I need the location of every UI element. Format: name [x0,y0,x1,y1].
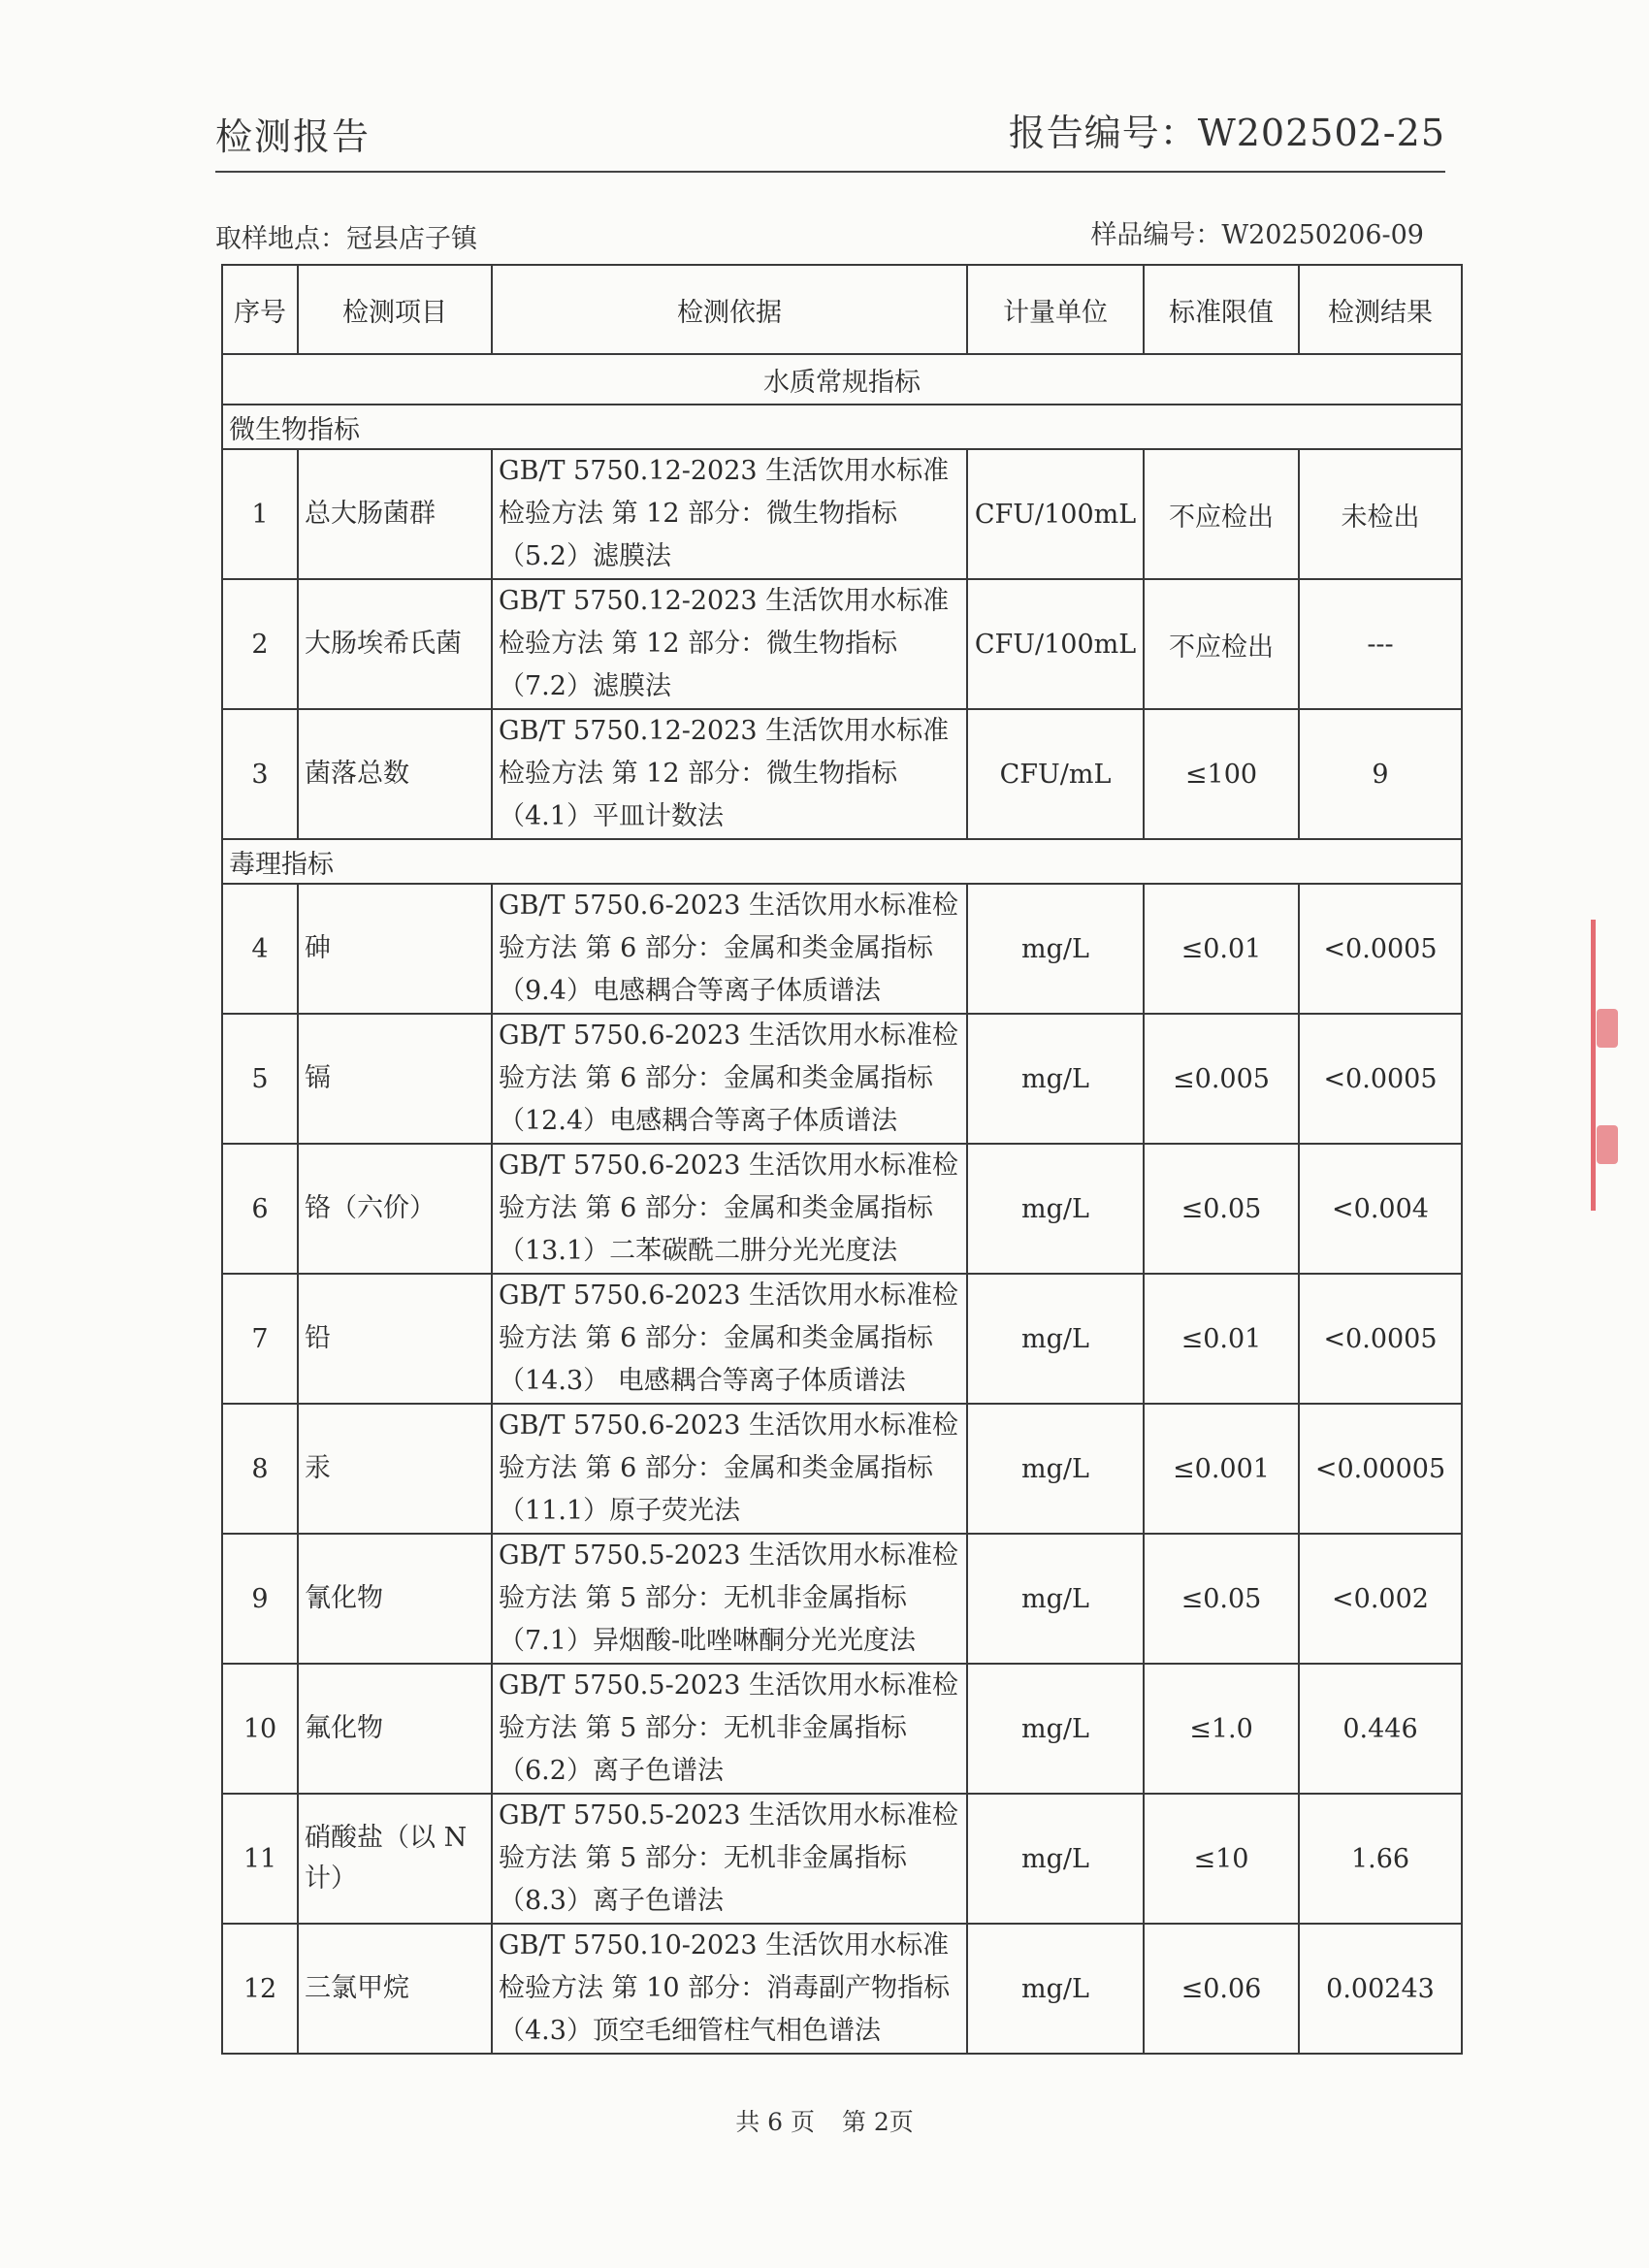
results-table [221,264,1463,2055]
test-result: <0.0005 [1299,1274,1462,1404]
table-row [222,1274,1462,1404]
test-method: GB/T 5750.5-2023 生活饮用水标准检验方法 第 5 部分：无机非金属指标（6.2）离子色谱法 [492,1664,967,1794]
row-sequence: 12 [222,1924,298,2054]
test-method: GB/T 5750.6-2023 生活饮用水标准检验方法 第 6 部分：金属和类金属指标（13.1）二苯碳酰二肼分光光度法 [492,1144,967,1274]
table-row [222,1144,1462,1274]
test-item: 镉 [298,1014,492,1144]
standard-limit: ≤1.0 [1144,1664,1299,1794]
test-method: GB/T 5750.6-2023 生活饮用水标准检验方法 第 6 部分：金属和类金属指标（12.4）电感耦合等离子体质谱法 [492,1014,967,1144]
table-row [222,579,1462,709]
test-result: <0.0005 [1299,1014,1462,1144]
unit-of-measure: mg/L [967,1534,1144,1664]
test-result: <0.002 [1299,1534,1462,1664]
standard-limit: ≤0.05 [1144,1144,1299,1274]
standard-limit: ≤0.01 [1144,1274,1299,1404]
test-method: GB/T 5750.5-2023 生活饮用水标准检验方法 第 5 部分：无机非金属指标（8.3）离子色谱法 [492,1794,967,1924]
row-sequence: 3 [222,709,298,839]
row-sequence: 5 [222,1014,298,1144]
test-method: GB/T 5750.6-2023 生活饮用水标准检验方法 第 6 部分：金属和类金属指标（14.3） 电感耦合等离子体质谱法 [492,1274,967,1404]
header-divider [215,171,1445,173]
column-header: 计量单位 [967,265,1144,354]
section-row [222,354,1462,405]
column-header: 检测结果 [1299,265,1462,354]
unit-of-measure: mg/L [967,1274,1144,1404]
test-item: 三氯甲烷 [298,1924,492,2054]
table-row [222,1664,1462,1794]
row-sequence: 8 [222,1404,298,1534]
sampling-site: 取样地点：冠县店子镇 [215,224,477,254]
row-sequence: 7 [222,1274,298,1404]
column-header: 序号 [222,265,298,354]
test-result: 0.446 [1299,1664,1462,1794]
table-header-row [222,265,1462,354]
test-result: 1.66 [1299,1794,1462,1924]
unit-of-measure: mg/L [967,1404,1144,1534]
page-footer [0,2103,1649,2138]
standard-limit: ≤0.05 [1144,1534,1299,1664]
sample-number: 样品编号：W20250206-09 [1090,220,1424,250]
test-result: <0.004 [1299,1144,1462,1274]
report-title: 检测报告 [215,115,372,158]
standard-limit: 不应检出 [1144,579,1299,709]
test-method: GB/T 5750.12-2023 生活饮用水标准检验方法 第 12 部分：微生物指标（5.2）滤膜法 [492,449,967,579]
test-method: GB/T 5750.6-2023 生活饮用水标准检验方法 第 6 部分：金属和类金属指标（11.1）原子荧光法 [492,1404,967,1534]
table-row [222,884,1462,1014]
unit-of-measure: CFU/mL [967,709,1144,839]
test-method: GB/T 5750.6-2023 生活饮用水标准检验方法 第 6 部分：金属和类金属指标（9.4）电感耦合等离子体质谱法 [492,884,967,1014]
table-row [222,1404,1462,1534]
test-item: 菌落总数 [298,709,492,839]
row-sequence: 6 [222,1144,298,1274]
table-row [222,1014,1462,1144]
test-result: 9 [1299,709,1462,839]
red-seal-mark [1597,1125,1618,1164]
table-row [222,1534,1462,1664]
unit-of-measure: mg/L [967,884,1144,1014]
row-sequence: 11 [222,1794,298,1924]
standard-limit: ≤0.06 [1144,1924,1299,2054]
test-item: 汞 [298,1404,492,1534]
test-method: GB/T 5750.12-2023 生活饮用水标准检验方法 第 12 部分：微生物指标（4.1）平皿计数法 [492,709,967,839]
standard-limit: ≤0.01 [1144,884,1299,1014]
unit-of-measure: mg/L [967,1014,1144,1144]
test-item: 铅 [298,1274,492,1404]
report-number: 报告编号：W202502-25 [1008,112,1445,154]
table-row [222,709,1462,839]
column-header: 标准限值 [1144,265,1299,354]
unit-of-measure: mg/L [967,1924,1144,2054]
test-method: GB/T 5750.12-2023 生活饮用水标准检验方法 第 12 部分：微生物指标（7.2）滤膜法 [492,579,967,709]
unit-of-measure: CFU/100mL [967,449,1144,579]
test-item: 砷 [298,884,492,1014]
unit-of-measure: mg/L [967,1794,1144,1924]
test-method: GB/T 5750.10-2023 生活饮用水标准检验方法 第 10 部分：消毒副产物指标（4.3）顶空毛细管柱气相色谱法 [492,1924,967,2054]
standard-limit: 不应检出 [1144,449,1299,579]
test-result: <0.00005 [1299,1404,1462,1534]
test-item: 铬（六价） [298,1144,492,1274]
standard-limit: ≤100 [1144,709,1299,839]
red-seal-mark [1597,1009,1618,1048]
row-sequence: 9 [222,1534,298,1664]
red-seal-fragment [1591,920,1623,1211]
test-result: 未检出 [1299,449,1462,579]
row-sequence: 1 [222,449,298,579]
test-item: 大肠埃希氏菌 [298,579,492,709]
column-header: 检测项目 [298,265,492,354]
group-title: 微生物指标 [222,405,1462,449]
test-item: 总大肠菌群 [298,449,492,579]
test-result: <0.0005 [1299,884,1462,1014]
unit-of-measure: CFU/100mL [967,579,1144,709]
table-row [222,449,1462,579]
page-total: 共 6 页 [735,2108,815,2136]
row-sequence: 2 [222,579,298,709]
test-item: 氰化物 [298,1534,492,1664]
test-result: --- [1299,579,1462,709]
test-item: 氟化物 [298,1664,492,1794]
test-item: 硝酸盐（以 N 计） [298,1794,492,1924]
standard-limit: ≤0.005 [1144,1014,1299,1144]
group-row [222,405,1462,449]
table-row [222,1924,1462,2054]
group-title: 毒理指标 [222,839,1462,884]
group-row [222,839,1462,884]
column-header: 检测依据 [492,265,967,354]
row-sequence: 4 [222,884,298,1014]
standard-limit: ≤10 [1144,1794,1299,1924]
test-method: GB/T 5750.5-2023 生活饮用水标准检验方法 第 5 部分：无机非金属指标（7.1）异烟酸-吡唑啉酮分光光度法 [492,1534,967,1664]
unit-of-measure: mg/L [967,1664,1144,1794]
section-title: 水质常规指标 [222,354,1462,405]
table-row [222,1794,1462,1924]
page-current: 第 2页 [841,2108,914,2136]
test-result: 0.00243 [1299,1924,1462,2054]
unit-of-measure: mg/L [967,1144,1144,1274]
standard-limit: ≤0.001 [1144,1404,1299,1534]
row-sequence: 10 [222,1664,298,1794]
